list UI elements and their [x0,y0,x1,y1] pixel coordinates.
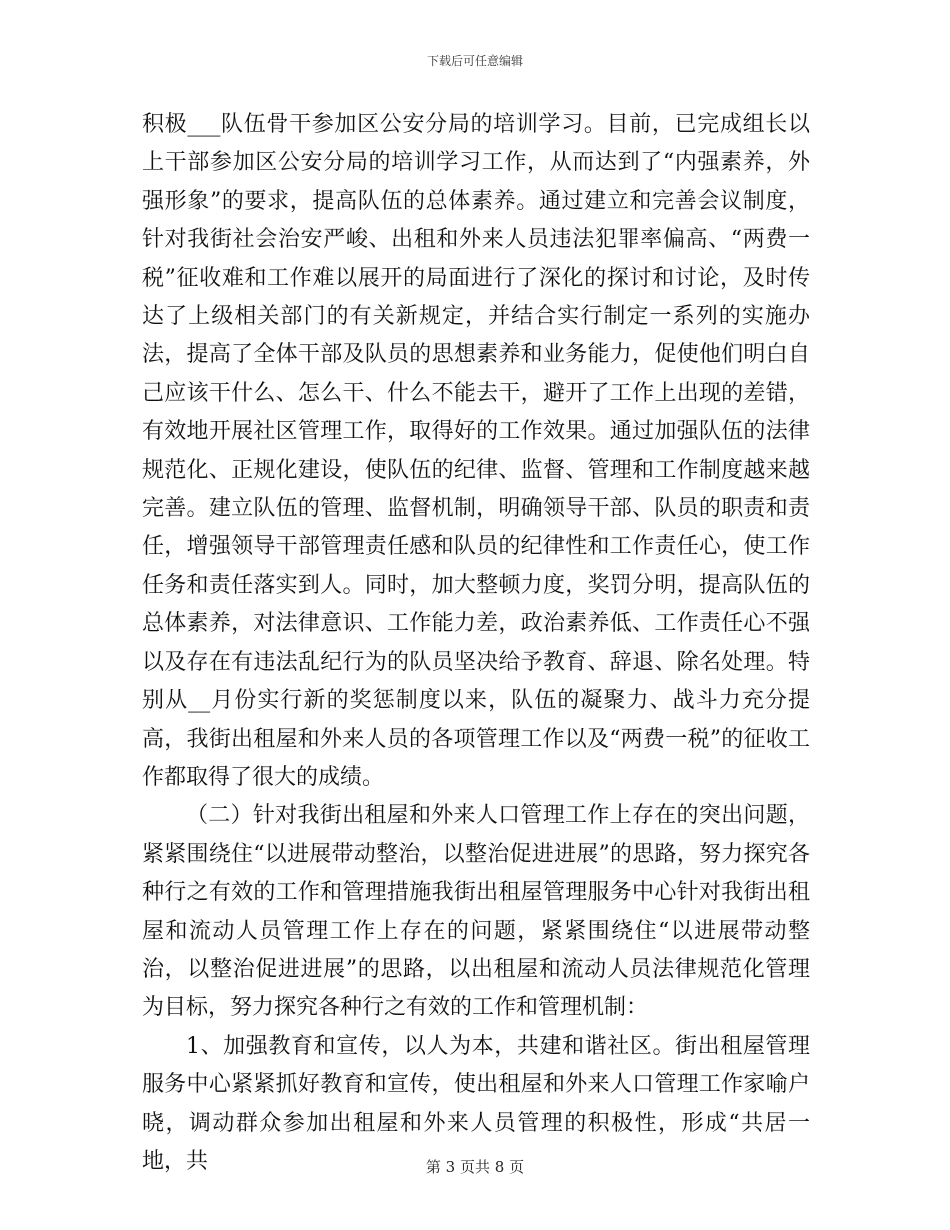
paragraph-3: 1、加强教育和宣传，以人为本，共建和谐社区。街出租屋管理服务中心紧紧抓好教育和宣传，使出租屋和外来人口管理工作家喻户晓，调动群众参加出租屋和外来人员管理的积极性，形成“共居一地，共 [142,1033,810,1174]
paragraph-1: 积极___队伍骨干参加区公安分局的培训学习。目前，已完成组长以上干部参加区公安分局的培训学习工作，从而达到了“内强素养，外强形象”的要求，提高队伍的总体素养。通过建立和完善会议制度，针对我街社会治安严峻、出租和外来人员违法犯罪率偏高、“两费一税”征收难和工作难以展开的局面进行了深化的探讨和讨论，及时传达了上级相关部门的有关新规定，并结合实行制定一系列的实施办法，提高了全体干部及队员的思想素养和业务能力，促使他们明白自己应该干什么、怎么干、什么不能去干，避开了工作上出现的差错，有效地开展社区管理工作，取得好的工作效果。通过加强队伍的法律规范化、正规化建设，使队伍的纪律、监督、管理和工作制度越来越完善。建立队伍的管理、监督机制，明确领导干部、队员的职责和责任，增强领导干部管理责任感和队员的纪律性和工作责任心，使工作任务和责任落实到人。同时，加大整顿力度，奖罚分明，提高队伍的总体素养，对法律意识、工作能力差，政治素养低、工作责任心不强以及存在有违法乱纪行为的队员坚决给予教育、辞退、除名处理。特别从__月份实行新的奖惩制度以来，队伍的凝聚力、战斗力充分提高，我街出租屋和外来人员的各项管理工作以及“两费一税”的征收工作都取得了很大的成绩。 [142,112,810,790]
paragraph-2: （二）针对我街出租屋和外来人口管理工作上存在的突出问题，紧紧围绕住“以进展带动整治，以整治促进进展”的思路，努力探究各种行之有效的工作和管理措施我街出租屋管理服务中心针对我街出租屋和流动人员管理工作上存在的问题，紧紧围绕住“以进展带动整治，以整治促进进展”的思路，以出租屋和流动人员法律规范化管理为目标，努力探究各种行之有效的工作和管理机制： [142,803,810,1021]
header-note: 下载后可任意编辑 [426,54,523,68]
document-body [142,106,810,1181]
page-number: 第 3 页共 8 页 [425,1158,525,1176]
